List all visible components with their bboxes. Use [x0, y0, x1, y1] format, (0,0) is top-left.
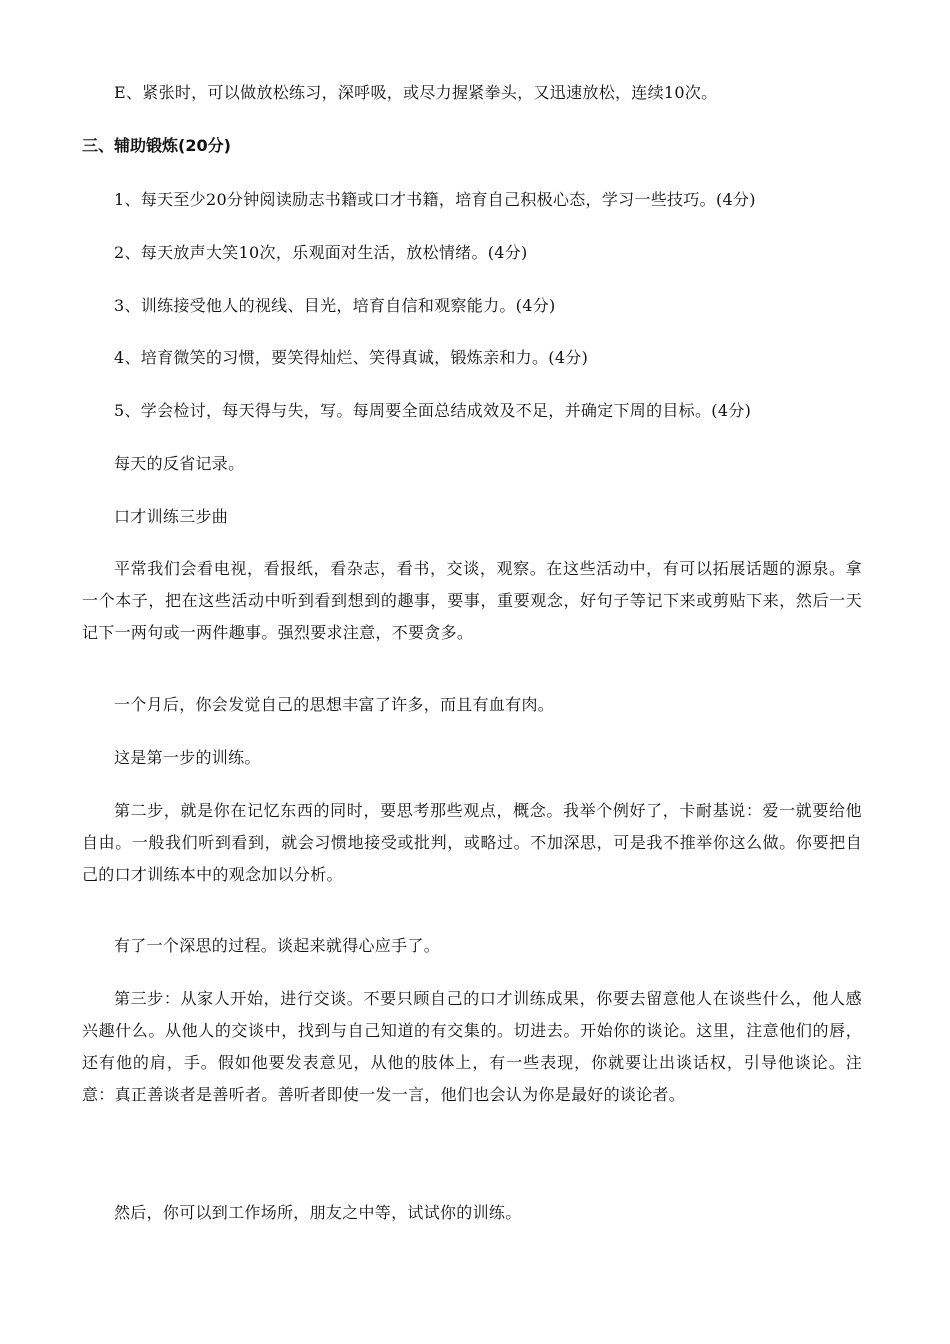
- paragraph-2: 一个月后，你会发觉自己的思想丰富了许多，而且有血有肉。: [114, 695, 555, 714]
- list-item-5: 5、学会检讨，每天得与失，写。每周要全面总结成效及不足，并确定下周的目标。(4分): [114, 401, 752, 420]
- paragraph-6: 第三步：从家人开始，进行交谈。不要只顾自己的口才训练成果，你要去留意他人在谈些什么，他人感兴趣什么。从他人的交谈中，找到与自己知道的有交集的。切进去。开始你的谈论。这里，注意他们的唇，还有他的肩，手。假如他要发表意见，从他的肢体上，有一些表现，你就要让出谈话权，引导他谈论。注意：真正善谈者是善听者。善听者即使一发一言，他们也会认为你是最好的谈论者。: [82, 989, 862, 1104]
- paragraph-3: 这是第一步的训练。: [114, 748, 261, 767]
- paragraph-7: 然后，你可以到工作场所，朋友之中等，试试你的训练。: [114, 1203, 522, 1222]
- list-item-1: 1、每天至少20分钟阅读励志书籍或口才书籍，培育自己积极心态，学习一些技巧。(4分): [114, 190, 756, 209]
- list-item-4: 4、培育微笑的习惯，要笑得灿烂、笑得真诚，锻炼亲和力。(4分): [114, 348, 589, 367]
- section-heading: 三、辅助锻炼(20分): [82, 136, 231, 155]
- paragraph-5: 有了一个深思的过程。谈起来就得心应手了。: [114, 936, 441, 955]
- list-item-3: 3、训练接受他人的视线、目光，培育自信和观察能力。(4分): [114, 296, 556, 315]
- reflection-line: 每天的反省记录。: [114, 454, 245, 473]
- list-item-2: 2、每天放声大笑10次，乐观面对生活，放松情绪。(4分): [114, 243, 528, 262]
- item-e: E、紧张时，可以做放松练习，深呼吸，或尽力握紧拳头，又迅速放松，连续10次。: [114, 83, 718, 102]
- paragraph-1: 平常我们会看电视，看报纸，看杂志，看书，交谈，观察。在这些活动中，有可以拓展话题的源泉。拿一个本子，把在这些活动中听到看到想到的趣事，要事，重要观念，好句子等记下来或剪贴下来，然后一天记下一两句或一两件趣事。强烈要求注意，不要贪多。: [82, 559, 862, 642]
- article-title: 口才训练三步曲: [114, 507, 229, 526]
- paragraph-4: 第二步，就是你在记忆东西的同时，要思考那些观点，概念。我举个例好了，卡耐基说：爱一就要给他自由。一般我们听到看到，就会习惯地接受或批判，或略过。不加深思，可是我不推举你这么做。你要把自己的口才训练本中的观念加以分析。: [82, 801, 862, 884]
